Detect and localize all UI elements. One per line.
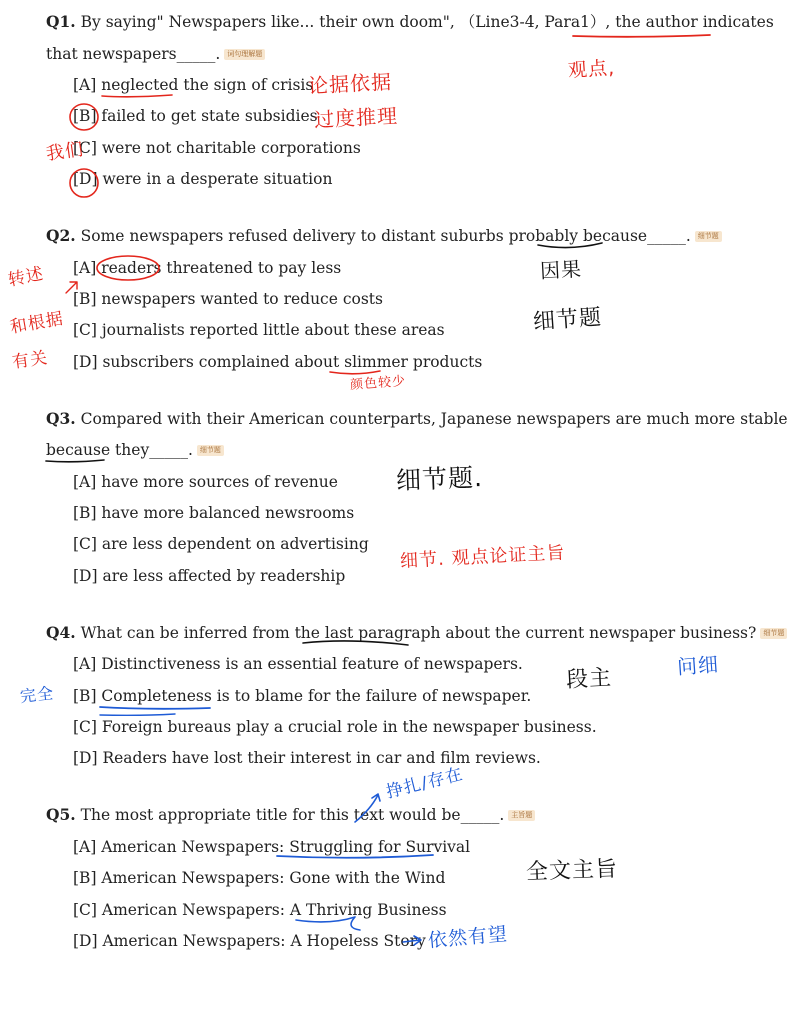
q1-underline-neglected bbox=[102, 95, 172, 97]
q2-option-c[interactable]: [C] journalists reported little about these areas bbox=[73, 321, 445, 339]
q5-option-d[interactable]: [D] American Newspapers: A Hopeless Story bbox=[73, 932, 426, 950]
q4-underline-completeness bbox=[100, 707, 210, 709]
note-q2-causal: 因果 bbox=[539, 256, 583, 283]
q1-underline-author-indicates bbox=[573, 35, 710, 37]
q1-option-a[interactable]: [A] neglected the sign of crisis bbox=[73, 76, 314, 94]
q2-stem-text: Some newspapers refused delivery to distant suburbs probably because_____. bbox=[80, 227, 691, 245]
q3-stem-text: Compared with their American counterparts, Japanese newspapers are much more stable bbox=[80, 410, 788, 428]
q2-underline-because bbox=[538, 243, 602, 248]
q5-arrow-hopeless bbox=[403, 936, 421, 945]
q4-underline-b-start bbox=[100, 714, 175, 715]
note-q1-c: 我们 bbox=[44, 138, 86, 165]
q4-option-b[interactable]: [B] Completeness is to blame for the failure of newspaper. bbox=[73, 687, 532, 705]
q4-option-d[interactable]: [D] Readers have lost their interest in car and film reviews. bbox=[73, 749, 541, 767]
note-q2-left-1: 转述 bbox=[6, 263, 46, 291]
note-q4-left: 完全 bbox=[19, 683, 55, 706]
note-q2-detail: 细节题 bbox=[532, 305, 603, 335]
q3-option-b[interactable]: [B] have more balanced newsrooms bbox=[73, 504, 355, 522]
q5-arrow-text bbox=[355, 794, 380, 822]
q2-option-b[interactable]: [B] newspapers wanted to reduce costs bbox=[73, 290, 383, 308]
q3-stem-cont-text: because they_____. bbox=[46, 441, 193, 459]
q2-number: Q2. bbox=[46, 226, 76, 245]
q1-stem-cont-text: that newspapers_____. bbox=[46, 45, 221, 63]
note-q2-left-3: 有关 bbox=[10, 348, 50, 373]
q3-underline-because bbox=[46, 460, 104, 462]
q5-arrow-thriving bbox=[296, 917, 360, 930]
note-q1-viewpoint: 观点, bbox=[567, 56, 616, 82]
q4-underline-last-paragraph bbox=[303, 641, 408, 645]
q5-type-tag: 主旨题 bbox=[508, 810, 535, 821]
q4-stem-text: What can be inferred from the last paragraph about the current newspaper business? bbox=[80, 624, 757, 642]
note-q5-main: 全文主旨 bbox=[525, 856, 619, 885]
q2-option-a[interactable]: [A] readers threatened to pay less bbox=[73, 259, 342, 277]
q1-circle-d bbox=[70, 169, 98, 197]
note-q4-range: 问细 bbox=[676, 652, 720, 679]
q5-stem-text: The most appropriate title for this text would be_____. bbox=[80, 806, 505, 824]
q1-type-tag: 词句理解题 bbox=[224, 49, 265, 60]
q4-number: Q4. bbox=[46, 623, 76, 642]
q1-option-d[interactable]: [D] were in a desperate situation bbox=[73, 170, 333, 188]
q1-stem-text: By saying" Newspapers like... their own doom", （Line3-4, Para1）, the author indicates bbox=[80, 13, 774, 31]
q5-number: Q5. bbox=[46, 805, 76, 824]
q5-option-c[interactable]: [C] American Newspapers: A Thriving Business bbox=[73, 901, 447, 919]
q3-option-a[interactable]: [A] have more sources of revenue bbox=[73, 473, 338, 491]
q4-type-tag: 细节题 bbox=[760, 628, 787, 639]
note-q2-left-2: 和根据 bbox=[8, 308, 66, 338]
q3-option-d[interactable]: [D] are less affected by readership bbox=[73, 567, 346, 585]
q5-option-b[interactable]: [B] American Newspapers: Gone with the Wind bbox=[73, 869, 446, 887]
q2-arrow-to-a bbox=[66, 282, 77, 293]
q1-number: Q1. bbox=[46, 12, 76, 31]
q3-type-tag: 细节题 bbox=[197, 445, 224, 456]
note-q3-detail: 细节题. bbox=[395, 462, 484, 495]
q2-type-tag: 细节题 bbox=[695, 231, 722, 242]
note-q1-b: 过度推理 bbox=[313, 103, 399, 132]
q1-circle-b bbox=[70, 104, 98, 130]
q4-option-a[interactable]: [A] Distinctiveness is an essential feature of newspapers. bbox=[73, 655, 523, 673]
note-q4-main: 段主 bbox=[565, 665, 613, 693]
q5-option-a[interactable]: [A] American Newspapers: Struggling for Survival bbox=[73, 838, 471, 856]
note-q3-note: 细节. 观点论证主旨 bbox=[399, 542, 566, 572]
q3-number: Q3. bbox=[46, 409, 76, 428]
q2-option-d[interactable]: [D] subscribers complained about slimmer products bbox=[73, 353, 483, 371]
note-q2-d: 颜色较少 bbox=[349, 374, 407, 393]
note-q1-a: 论据依据 bbox=[307, 69, 393, 98]
note-q5-d: 依然有望 bbox=[427, 923, 509, 952]
q4-option-c[interactable]: [C] Foreign bureaus play a crucial role in the newspaper business. bbox=[73, 718, 597, 736]
note-q5-struggle: 挣扎/存在 bbox=[384, 764, 466, 803]
q1-option-c[interactable]: [C] were not charitable corporations bbox=[73, 139, 361, 157]
q5-underline-struggling bbox=[277, 855, 433, 858]
q2-circle-readers bbox=[97, 256, 159, 280]
q3-option-c[interactable]: [C] are less dependent on advertising bbox=[73, 535, 369, 553]
q1-option-b[interactable]: [B] failed to get state subsidies bbox=[73, 107, 318, 125]
